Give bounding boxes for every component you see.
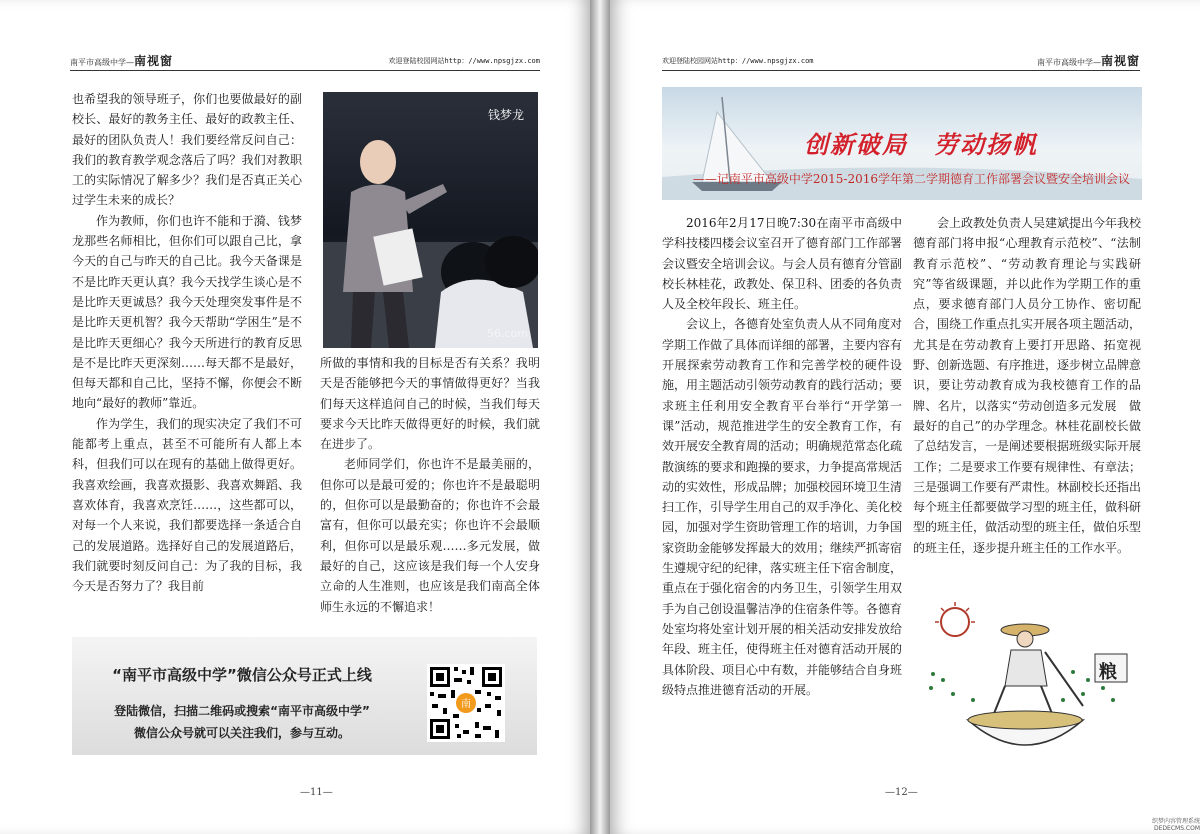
qr-code-icon	[427, 664, 505, 742]
speaker-illustration	[323, 92, 538, 348]
header-school: 南平市高级中学	[1036, 58, 1093, 67]
paragraph: 2016年2月17日晚7:30在南平市高级中学科技楼四楼会议室召开了德育部门工作部署会议暨安全培训会议。与会人员有德育分管副校长林桂花，政教处、保卫科、团委的各负责人及全校年段长、班主任。	[662, 216, 903, 312]
right-page	[610, 0, 1200, 834]
page-header	[662, 50, 1140, 71]
corner-stamp	[1152, 818, 1200, 832]
left-text-column	[72, 89, 302, 596]
svg-text:南: 南	[461, 699, 471, 710]
farmer-icon	[913, 602, 1143, 767]
stamp-line: 织梦内容管理系统	[1151, 818, 1200, 825]
page-header	[70, 50, 540, 71]
paragraph: 会议上，各德育处室负责人从不同角度对学期工作做了具体而详细的部署，主要内容有开展探索劳动教育工作和完善学校的硬件设施，用主题活动引领劳动教育的践行活动；要求班主任利用安全教育平台举行“开学第一课”活动，规范推进学生的安全教育工作，有效开展安全教育周的活动；明确规范常态化疏散演练的要求和跑操的要求，力争提高常规活动的实效性，形成品牌；加强校园环境卫生清扫工作，引导学生用自己的双手净化、美化校园，加强对学生资助管理工作的培训，力争国家资助金能够发挥最大的效用；继续严抓寄宿生遵规守纪的纪律，落实班主任下宿舍制度，重点在于强化宿舍的内务卫生，引领学生用双手为自己创设温馨洁净的住宿条件等。各德育处室均将处室计划开展的相关活动安排发放给年段、班主任，使得班主任对德育活动开展的具体阶段、项目心中有数，并能够结合自身班级特点推进德育活动的开展。	[662, 317, 903, 697]
left-text-column	[662, 213, 902, 700]
paragraph: 老师同学们，你也许不是最美丽的，但你可以是最可爱的；你也许不是最聪明的，但你可以是最勤奋的；你也许不会最富有，但你可以最充实；你也许不会最顺利，但你可以是最乐观……多元发展，做最好的自己，这应该是我们每一个人安身立命的人生准则，也应该是我们南高全体师生永远的不懈追求！	[320, 457, 540, 614]
left-page	[0, 0, 590, 834]
page-number: —11—	[300, 787, 333, 798]
qr-code[interactable]	[427, 664, 505, 742]
right-text-column	[913, 213, 1141, 558]
header-school: 南平市高级中学	[70, 58, 126, 67]
article-title: 创新破局 劳动扬帆	[804, 130, 1038, 159]
article-subtitle: ——记南平市高级中学2015-2016学年第二学期德育工作部署会议暨安全培训会议	[692, 172, 1130, 186]
photo-caption: 钱梦龙	[487, 108, 524, 122]
paragraph: 作为教师，你们也许不能和于漪、钱梦龙那些名师相比，但你们可以跟自己比，拿今天的自己与昨天的自己比。我今天备课是不是比昨天更认真？我今天找学生谈心是不是比昨天更诚恳？我今天处理突发事件是不是比昨天更机智？我今天帮助“学困生”是不是比昨天更细心？我今天所进行的教育反思是不是比昨天更深刻……每天都不是最好，但每天都和自己比，坚持不懈，你便会不断地向“最好的教师”靠近。	[72, 213, 302, 411]
illustration-label: 粮	[1099, 662, 1117, 683]
portrait-photo	[323, 92, 538, 348]
article-hero	[662, 87, 1142, 200]
paragraph: 作为学生，我们的现实决定了我们不可能都考上重点，甚至不可能所有人都上本科，但我们可以在现有的基础上做得更好。我喜欢绘画，我喜欢摄影、我喜欢舞蹈、我喜欢体育，我喜欢烹饪……，这些都可以，对每一个人来说，我们都要选择一条适合自己的发展道路。选择好自己的发展道路后，我们就要时刻反问自己：为了我的目标，我今天是否努力了？我目前	[72, 416, 302, 594]
farming-illustration	[913, 602, 1143, 767]
header-site-url: 欢迎登陆校园网站http：//www.npsgjzx.com	[662, 57, 814, 65]
header-site-url: 欢迎登陆校园网站http：//www.npsgjzx.com	[388, 57, 540, 65]
header-brand: 南平市高级中学—南视窗	[70, 54, 174, 68]
header-brand: 南平市高级中学—南视窗	[1036, 54, 1140, 68]
book-gutter	[590, 0, 610, 834]
photo-watermark: 56.com	[487, 327, 528, 340]
stamp-line: DEDECMS.COM	[1154, 825, 1200, 832]
paragraph: 也希望我的领导班子，你们也要做最好的副校长、最好的教务主任、最好的政教主任、最好的团队负责人！我们要经常反问自己：我们的教育教学观念落后了吗？我们对教职工的实际情况了解多少？我们是否真正关心过学生未来的成长？	[72, 92, 302, 208]
header-logo: 南视窗	[134, 54, 174, 68]
page-number: —12—	[885, 787, 918, 798]
banner-line: 微信公众号就可以关注我们，参与互动。	[133, 726, 350, 740]
paragraph: 会上政教处负责人吴建斌提出今年我校德育部门将申报“心理教育示范校”、“法制教育示范校”、“劳动教育理论与实践研究”等省级课题，并以此作为学期工作的重点，要求德育部门人员分工协作、密切配合，围绕工作重点扎实开展各项主题活动，尤其是在劳动教育上要打开思路、拓宽视野、创新选题、有序推进，逐步树立品牌意识，要让劳动教育成为我校德育工作的品牌、名片，以落实“劳动创造多元发展 做最好的自己”的办学理念。林桂花副校长做了总结发言，一是阐述要根据班级实际开展工作；二是要求工作要有规律性、有章法；三是强调工作要有严肃性。林副校长还指出每个班主任都要做学习型的班主任，做科研型的班主任，做活动型的班主任，做伯乐型的班主任，逐步提升班主任的工作水平。	[913, 216, 1142, 555]
banner-line: 登陆微信，扫描二维码或搜索“南平市高级中学”	[114, 704, 370, 718]
banner-title: “南平市高级中学”微信公众号正式上线	[112, 666, 372, 684]
header-logo: 南视窗	[1100, 54, 1140, 68]
right-text-column	[320, 353, 540, 617]
wechat-banner	[72, 637, 537, 755]
paragraph: 所做的事情和我的目标是否有关系？我明天是否能够把今天的事情做得更好？当我们每天这样追问自己的时候，当我们每天要求今天比昨天做得更好的时候，我们就在进步了。	[320, 356, 540, 452]
